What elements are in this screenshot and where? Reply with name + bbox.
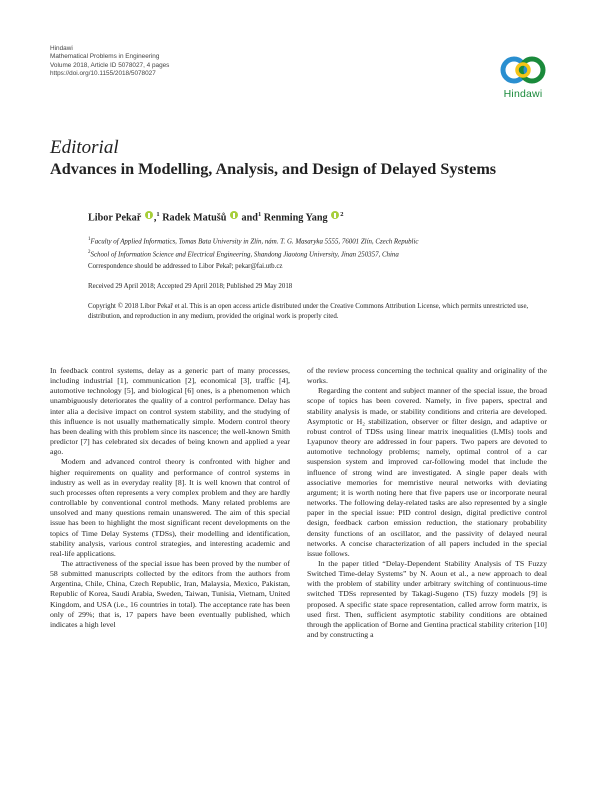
copyright-notice: Copyright © 2018 Libor Pekař et al. This is an open access article distributed under the Creative Commons Attribution License, which permits unrestricted use, distribution, and reproduction in any medium, provided the original work is properly cited. — [88, 303, 529, 320]
hindawi-logo — [493, 50, 553, 108]
logo-rings-icon — [498, 50, 548, 88]
affiliation-line: $^2$School of Information Science and Electrical Engineering, Shandong Jiaotong University, Jinan 250357, China — [88, 249, 399, 258]
author-list: Libor Pekař ,$^1$ Radek Matušů and$^1$ Renming Yang $^2$ — [88, 211, 344, 224]
author-name[interactable]: Renming Yang — [263, 212, 328, 224]
section-label: Editorial — [50, 137, 119, 158]
paragraph: The attractiveness of the special issue has been proved by the number of 58 submitted manuscripts collected by the editors from the authors from Argentina, Chile, China, Czech Republic, Iran, Malaysia, Mexico, Pakistan, Republic of Korea, Saudi Arabia, Sweden, Taiwan, Tunisia, Vietnam, United Kingdom, and USA (i.e., 16 countries in total). The acceptance rate has been only of 29%; that is, 17 papers have been eventually published, which indicates a high level — [50, 558, 290, 629]
correspondence: Correspondence should be addressed to Libor Pekař; pekar@fai.utb.cz — [88, 263, 283, 270]
orcid-icon[interactable] — [230, 211, 238, 219]
volume-info: Volume 2018, Article ID 5078027, 4 pages — [50, 61, 170, 69]
publication-dates: Received 29 April 2018; Accepted 29 April 2018; Published 29 May 2018 — [88, 283, 293, 290]
author-name[interactable]: Libor Pekař — [88, 212, 142, 224]
journal-meta — [50, 45, 169, 79]
paragraph: Modern and advanced control theory is confronted with higher and higher requirements on quality and performance of control systems in industry as well as in everyday reality [8]. It is well known that control of such processes often represents a very complex problem and they are hardly controllable by conventional control methods. Many related problems are unsolved and many questions remain unanswered. The aim of this special issue has been to highlight the most significant recent developments on the topics of Time Delay Systems (TDSs), their modelling and identification, stability analysis, various control strategies, and interesting academic and real-life applications. — [50, 457, 290, 558]
paragraph: In feedback control systems, delay as a generic part of many processes, including industrial [1], communication [2], economical [3], traffic [4], automotive technology [5], and biological [6] ones, is a phenomenon which unambiguously deteriorates the quality of a control performance. Delay has inter alia a decisive impact on control system stability, and the studying of this influence is not usually mathematically simple. Modern control theory has been dealing with this problem since its nascence; the well-known Smith predictor [7] has celebrated six decades of being known and applied a year ago. — [50, 366, 290, 457]
logo-wordmark: Hindawi — [503, 88, 543, 100]
article-title: Advances in Modelling, Analysis, and Design of Delayed Systems — [50, 160, 497, 178]
affiliation-line: $^1$Faculty of Applied Informatics, Tomas Bata University in Zlín, nám. T. G. Masaryka 5555, 76001 Zlín, Czech Republic — [88, 237, 419, 246]
paragraph: Regarding the content and subject manner of the special issue, the broad scope of topics has been covered. Namely, in five papers, spectral and stability analysis is made, or stability conditions and criteria are developed. Asymptotic or H₂ stabilization, observer or filter design, and adaptive or robust control of TDSs using linear matrix inequalities (LMIs) tools and Lyapunov theory are addressed in four papers. Two papers are devoted to automotive technology problems; namely, optimal control of a car suspension system and improved car-following model that include the influence of strong wind are investigated. A single paper deals with associative memories for memristive neural networks with deviating argument; it is worth noting here that five papers use or incorporate neural networks. The following delay-related tasks are also represented by a single paper in the special issue: PID control design, digital predictive control design, feedback carbon emission reduction, the stationary probability density functions of an oscillator, and the passivity of delayed neural networks. A concise characterization of all papers included in the special issue follows. — [307, 386, 547, 558]
publisher-name: Hindawi — [50, 45, 73, 52]
body-column-left — [50, 366, 290, 796]
doi-link[interactable]: https://doi.org/10.1155/2018/5078027 — [50, 70, 156, 78]
journal-name: Mathematical Problems in Engineering — [50, 53, 160, 61]
orcid-icon[interactable] — [331, 211, 339, 219]
paragraph: of the review process concerning the technical quality and originality of the works. — [307, 366, 547, 386]
author-affil-sup: 2 — [340, 211, 344, 218]
affiliations — [88, 235, 418, 260]
body-column-right — [307, 366, 547, 796]
author-affil-sup: 1 — [156, 211, 160, 218]
author-affil-sup: 1 — [257, 211, 262, 218]
paragraph: In the paper titled “Delay-Dependent Stability Analysis of TS Fuzzy Switched Time-delay Systems” by N. Aoun et al., a new approach to deal with the problem of stability under arbitrary switching of continuous-time switched TDSs represented by Takagi-Sugeno (TS) fuzzy models [9] is proposed. A specific state space representation, called arrow form matrix, is used first. Then, sufficient asymptotic stability conditions are obtained through the application of Borne and Gentina practical stability criterion [10] and by constructing a — [307, 558, 547, 640]
author-name[interactable]: Radek Matušů — [162, 212, 227, 224]
orcid-icon[interactable] — [145, 211, 153, 219]
